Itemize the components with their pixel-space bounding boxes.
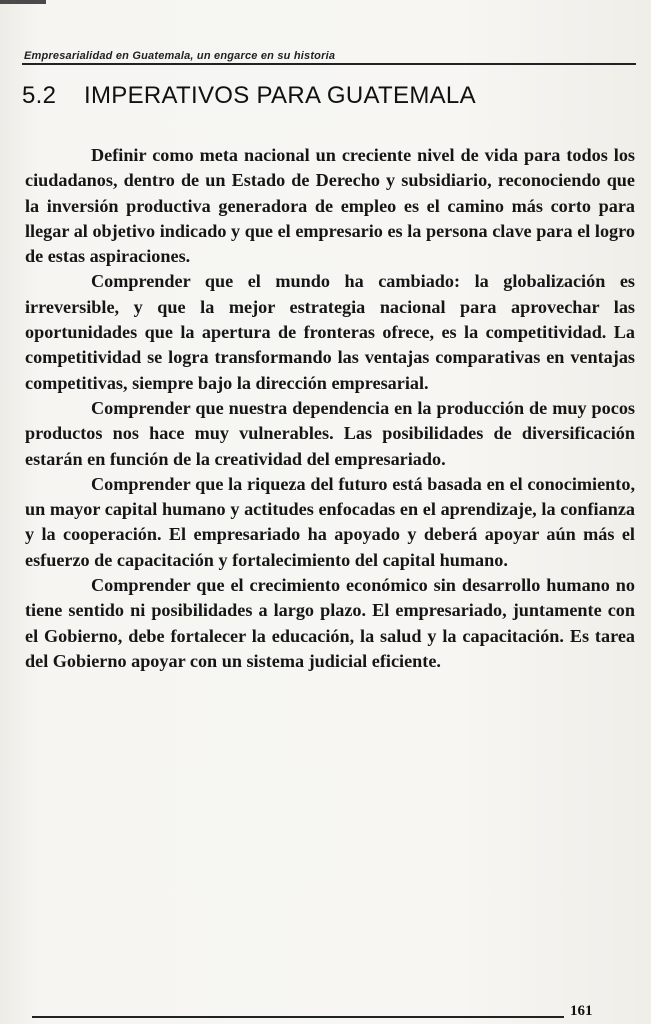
paragraph: Comprender que el mundo ha cambiado: la globalización es irreversible, y que la mejor estrategia nacional para aprovechar las oportunidades que la apertura de fronteras ofrece, es la competitividad. La competitividad se logra transformando las ventajas comparativas en ventajas competitivas, siempre bajo la dirección empresarial. xyxy=(25,271,635,393)
section-heading xyxy=(22,82,476,110)
paragraph: Comprender que nuestra dependencia en la producción de muy pocos productos nos hace muy vulnerables. Las posibilidades de diversificación estarán en función de la creatividad del empresariado. xyxy=(25,397,635,469)
running-head: Empresarialidad en Guatemala, un engarce en su historia xyxy=(24,50,336,62)
paragraph: Definir como meta nacional un creciente nivel de vida para todos los ciudadanos, dentro de un Estado de Derecho y subsidiario, reconociendo que la inversión productiva generadora de empleo es el camino más corto para llegar al objetivo indicado y que el empresario es la persona clave para el logro de estas aspiraciones. xyxy=(25,145,635,267)
header-rule xyxy=(22,63,636,65)
body-text xyxy=(25,143,635,674)
footer-rule xyxy=(32,1016,564,1018)
section-number: 5.2 xyxy=(22,82,57,109)
paragraph: Comprender que la riqueza del futuro está basada en el conocimiento, un mayor capital humano y actitudes enfocadas en el aprendizaje, la confianza y la cooperación. El empresariado ha apoyado y deberá apoyar aún más el esfuerzo de capacitación y fortalecimiento del capital humano. xyxy=(25,473,635,570)
scan-corner-mark xyxy=(0,0,46,4)
section-title: IMPERATIVOS PARA GUATEMALA xyxy=(84,82,476,109)
paragraph: Comprender que el crecimiento económico sin desarrollo humano no tiene sentido ni posibilidades a largo plazo. El empresariado, juntamente con el Gobierno, debe fortalecer la educación, la salud y la capacitación. Es tarea del Gobierno apoyar con un sistema judicial eficiente. xyxy=(25,575,635,671)
page-number: 161 xyxy=(570,1003,593,1019)
